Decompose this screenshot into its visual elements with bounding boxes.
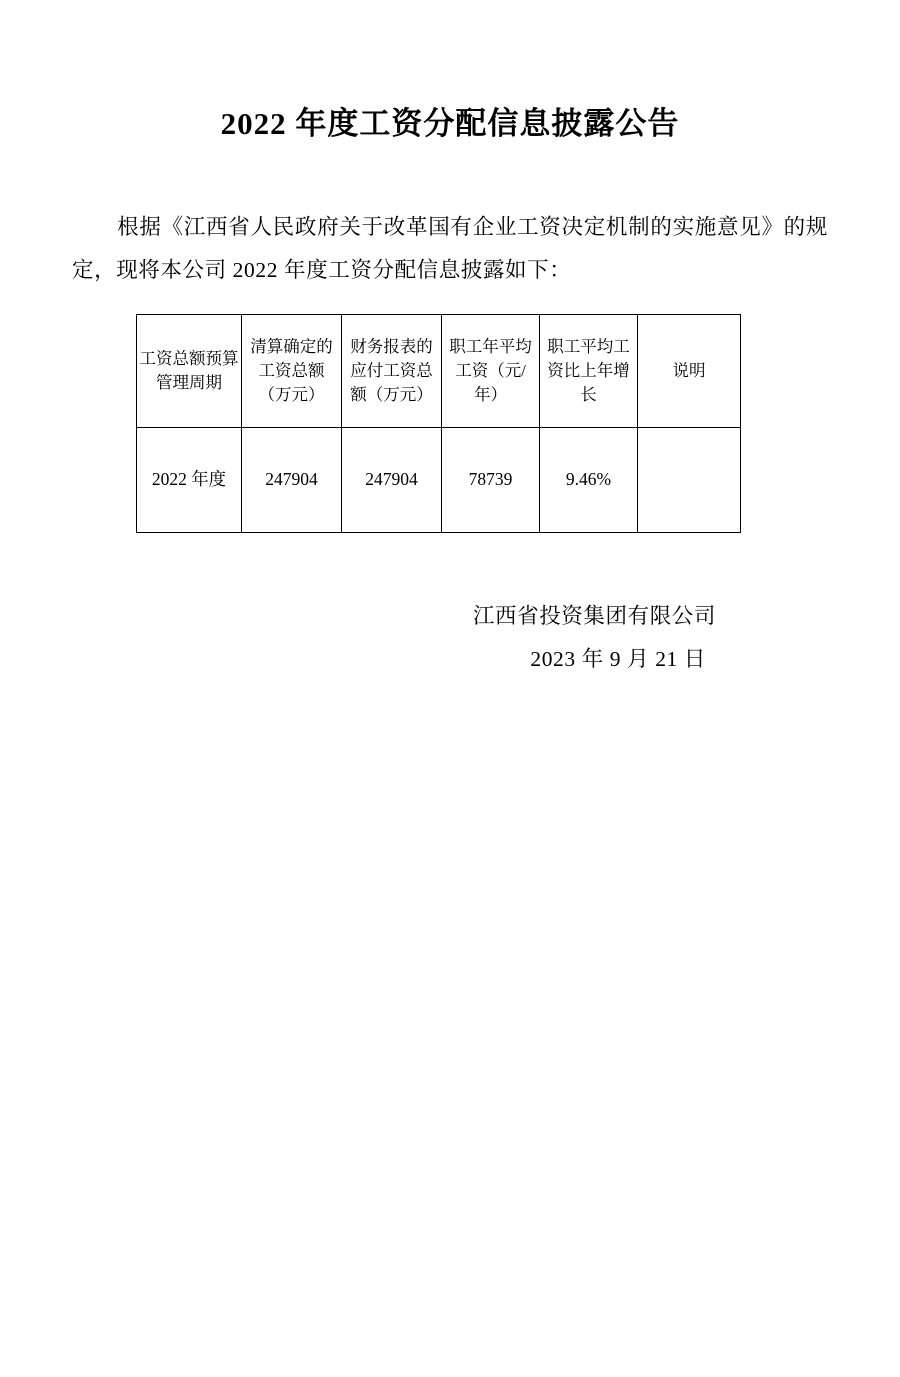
signature-company: 江西省投资集团有限公司 bbox=[472, 603, 716, 628]
table-header-cell: 工资总额预算管理周期 bbox=[137, 314, 242, 427]
wage-disclosure-table bbox=[136, 314, 741, 533]
table-header-row bbox=[137, 314, 741, 427]
table-header-cell: 职工平均工资比上年增长 bbox=[540, 314, 638, 427]
table-cell-settled-total: 247904 bbox=[242, 427, 342, 532]
table-header-cell: 财务报表的应付工资总额（万元） bbox=[342, 314, 442, 427]
document-page bbox=[0, 104, 900, 1377]
table-cell-growth: 9.46% bbox=[540, 427, 638, 532]
signature-block bbox=[72, 595, 828, 681]
table-cell-period: 2022 年度 bbox=[137, 427, 242, 532]
signature-date: 2023 年 9 月 21 日 bbox=[530, 646, 706, 671]
page-title: 2022 年度工资分配信息披露公告 bbox=[220, 106, 680, 141]
table-row bbox=[137, 427, 741, 532]
table-cell-payable-total: 247904 bbox=[342, 427, 442, 532]
table-cell-note bbox=[638, 427, 741, 532]
table-header-cell: 职工年平均工资（元/年） bbox=[442, 314, 540, 427]
table-cell-average-wage: 78739 bbox=[442, 427, 540, 532]
announcement-paragraph: 根据《江西省人民政府关于改革国有企业工资决定机制的实施意见》的规定，现将本公司 2022 年度工资分配信息披露如下： bbox=[72, 215, 828, 283]
table-header-cell: 说明 bbox=[638, 314, 741, 427]
table-header-cell: 清算确定的工资总额（万元） bbox=[242, 314, 342, 427]
